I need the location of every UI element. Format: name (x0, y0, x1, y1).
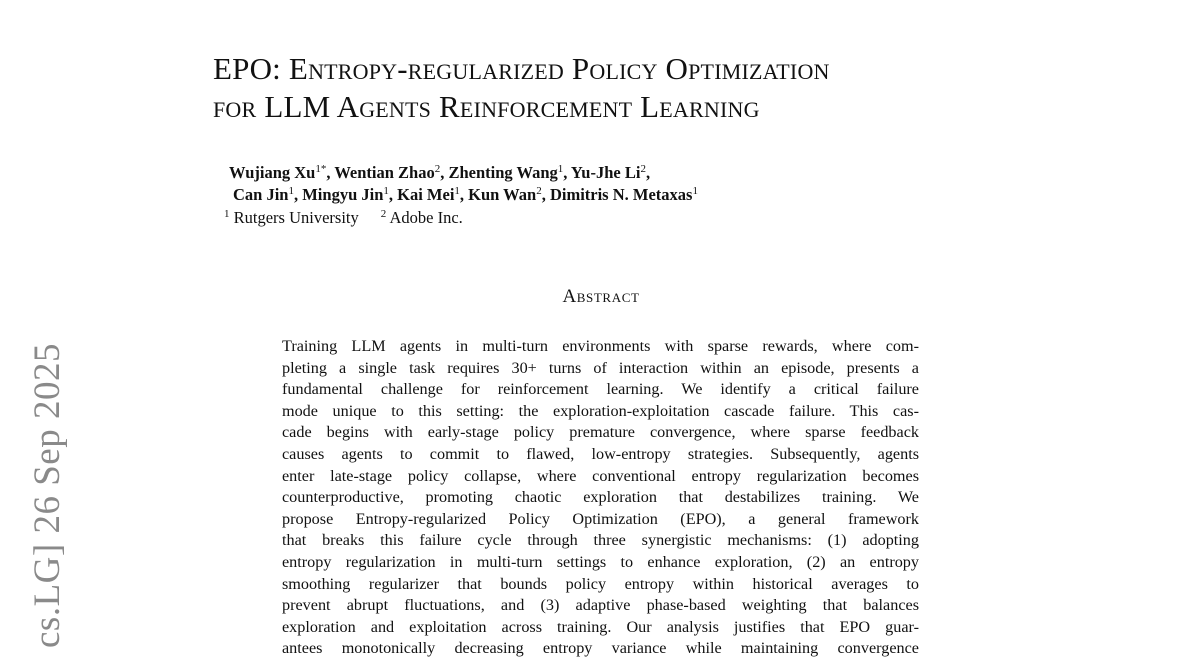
abstract-line: smoothing regularizer that bounds policy entropy within historical averages to (282, 574, 919, 593)
abstract-line: counterproductive, promoting chaotic exploration that destabilizes training. We (282, 488, 919, 507)
affiliation-list (224, 207, 463, 229)
author-separator: , (388, 185, 398, 204)
affiliation-mark: 1 (454, 185, 460, 197)
abstract-line: mode unique to this setting: the exploration-exploitation cascade failure. This cas- (282, 401, 919, 420)
author-separator: , (459, 185, 469, 204)
affiliation-mark: 1 (692, 185, 698, 197)
title-line: for LLM Agents Reinforcement Learning (213, 89, 760, 124)
affiliation-name: Rutgers University (233, 208, 359, 227)
author-name: Kun Wan (468, 185, 537, 204)
affiliation-name: Adobe Inc. (389, 208, 463, 227)
author-separator: , (326, 163, 335, 182)
title-line: EPO: Entropy-regularized Policy Optimization (213, 51, 830, 86)
author-separator: , (645, 163, 651, 182)
abstract-line: propose Entropy-regularized Policy Optimization (EPO), a general framework (282, 509, 919, 528)
abstract-text (282, 336, 919, 660)
abstract-line: entropy regularization in multi-turn settings to enhance exploration, (2) an entropy (282, 552, 919, 571)
affiliation-mark: 2 (434, 163, 441, 175)
author-separator: , (541, 185, 550, 204)
author-line (229, 162, 698, 184)
abstract-line: cade begins with early-stage policy premature convergence, where sparse feedback (282, 423, 919, 442)
author-separator: , (440, 163, 449, 182)
abstract-line: antees monotonically decreasing entropy variance while maintaining convergence (282, 639, 919, 658)
affiliation-mark: 2 (380, 208, 387, 220)
author-name: Zhenting Wang (448, 163, 558, 182)
abstract-line: fundamental challenge for reinforcement learning. We identify a critical failure (282, 380, 919, 399)
arxiv-identifier: cs.LG] 26 Sep 2025 (27, 343, 68, 648)
abstract-line: that breaks this failure cycle through three synergistic mechanisms: (1) adopting (282, 531, 919, 550)
author-line (229, 184, 698, 206)
affiliation-mark: 2 (536, 185, 542, 197)
abstract-line: pleting a single task requires 30+ turns of interaction within an episode, presents a (282, 358, 919, 377)
author-name: Wentian Zhao (334, 163, 435, 182)
affiliation-mark: 2 (640, 163, 646, 175)
author-name: Yu-Jhe Li (570, 163, 641, 182)
paper-title (213, 50, 1013, 126)
author-name: Kai Mei (397, 185, 455, 204)
abstract-line: causes agents to commit to flawed, low-entropy strategies. Subsequently, agents (282, 444, 919, 463)
affiliation-mark: 1 (557, 163, 564, 175)
corresponding-author-mark: * (320, 163, 327, 175)
affiliation-mark: 1 (288, 185, 294, 197)
abstract-line: Training LLM agents in multi-turn environments with sparse rewards, where com- (282, 337, 919, 355)
author-name: Mingyu Jin (302, 185, 384, 204)
author-list (229, 162, 698, 206)
author-name: Dimitris N. Metaxas (549, 185, 693, 204)
affiliation-mark: 1 (383, 185, 389, 197)
affiliation-mark: 1 (224, 208, 230, 220)
abstract-heading: Abstract (562, 286, 640, 307)
affiliation-mark: 1 (315, 163, 321, 175)
author-separator: , (563, 163, 571, 182)
abstract-line: enter late-stage policy collapse, where conventional entropy regularization becomes (282, 466, 919, 485)
author-name: Wujiang Xu (229, 163, 316, 182)
author-separator: , (293, 185, 303, 204)
author-name: Can Jin (233, 185, 289, 204)
abstract-line: exploration and exploitation across training. Our analysis justifies that EPO guar- (282, 617, 919, 636)
abstract-line: prevent abrupt fluctuations, and (3) adaptive phase-based weighting that balances (282, 596, 919, 615)
